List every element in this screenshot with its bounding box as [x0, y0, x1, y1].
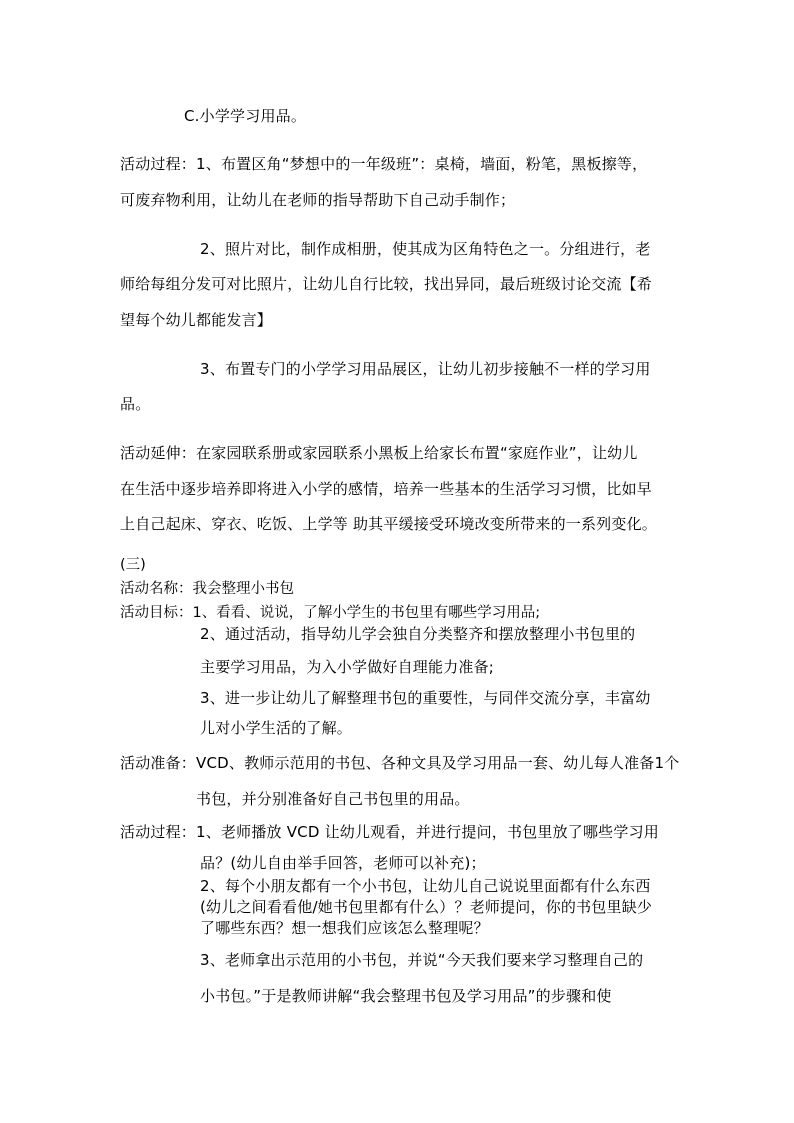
text-line: 3、布置专门的小学学习用品展区，让幼儿初步接触不一样的学习用 [200, 360, 651, 378]
text-line: 儿对小学生活的了解。 [200, 719, 353, 737]
text-line: 活动目标：1、看看、说说，了解小学生的书包里有哪些学习用品; [120, 605, 541, 621]
text-line: 书包，并分别准备好自己书包里的用品。 [196, 790, 470, 808]
text-line: 活动准备：VCD、教师示范用的书包、各种文具及学习用品一套、幼儿每人准备1个 [120, 754, 680, 772]
text-line: 3、老师拿出示范用的小书包，并说“今天我们要来学习整理自己的 [200, 951, 644, 969]
section-heading: (三) [120, 557, 146, 573]
text-line: 师给每组分发可对比照片，让幼儿自行比较，找出异同，最后班级讨论交流【希 [120, 275, 653, 293]
text-line: 2、照片对比，制作成相册，使其成为区角特色之一。分组进行，老 [200, 240, 651, 258]
text-line: 品？(幼儿自由举手回答，老师可以补充)； [200, 854, 486, 872]
text-line: 了哪些东西？想一想我们应该怎么整理呢？ [200, 919, 489, 937]
text-line: 活动名称：我会整理小书包 [120, 581, 294, 597]
text-line: 活动过程：1、布置区角“梦想中的一年级班”：桌椅，墙面，粉笔，黑板擦等， [120, 155, 648, 173]
text-line: 3、进一步让幼儿了解整理书包的重要性，与同伴交流分享，丰富幼 [200, 689, 651, 707]
text-line: 2、每个小朋友都有一个小书包，让幼儿自己说说里面都有什么东西 [200, 877, 651, 895]
text-line: 上自己起床、穿衣、吃饭、上学等 助其平缓接受环境改变所带来的一系列变化。 [120, 515, 657, 533]
text-line: 主要学习用品，为入小学做好自理能力准备; [200, 658, 495, 676]
text-line: 活动延伸：在家园联系册或家园联系小黑板上给家长布置“家庭作业”，让幼儿 [120, 444, 638, 462]
text-line: (幼儿之间看看他/她书包里都有什么）？老师提问，你的书包里缺少 [200, 898, 653, 916]
text-line: 在生活中逐步培养即将进入小学的感情，培养一些基本的生活学习习惯，比如早 [120, 480, 653, 498]
text-line: 品。 [120, 395, 151, 413]
text-line: 活动过程：1、老师播放 VCD 让幼儿观看，并进行提问，书包里放了哪些学习用 [120, 823, 659, 841]
text-line: 小书包。”于是教师讲解“我会整理书包及学习用品”的步骤和使 [200, 987, 612, 1005]
text-line: 2、通过活动，指导幼儿学会独自分类整齐和摆放整理小书包里的 [200, 625, 636, 643]
text-line: 望每个幼儿都能发言】 [120, 311, 273, 329]
text-line: 可废弃物利用，让幼儿在老师的指导帮助下自己动手制作； [120, 191, 516, 209]
text-line: C.小学学习用品。 [184, 107, 307, 125]
